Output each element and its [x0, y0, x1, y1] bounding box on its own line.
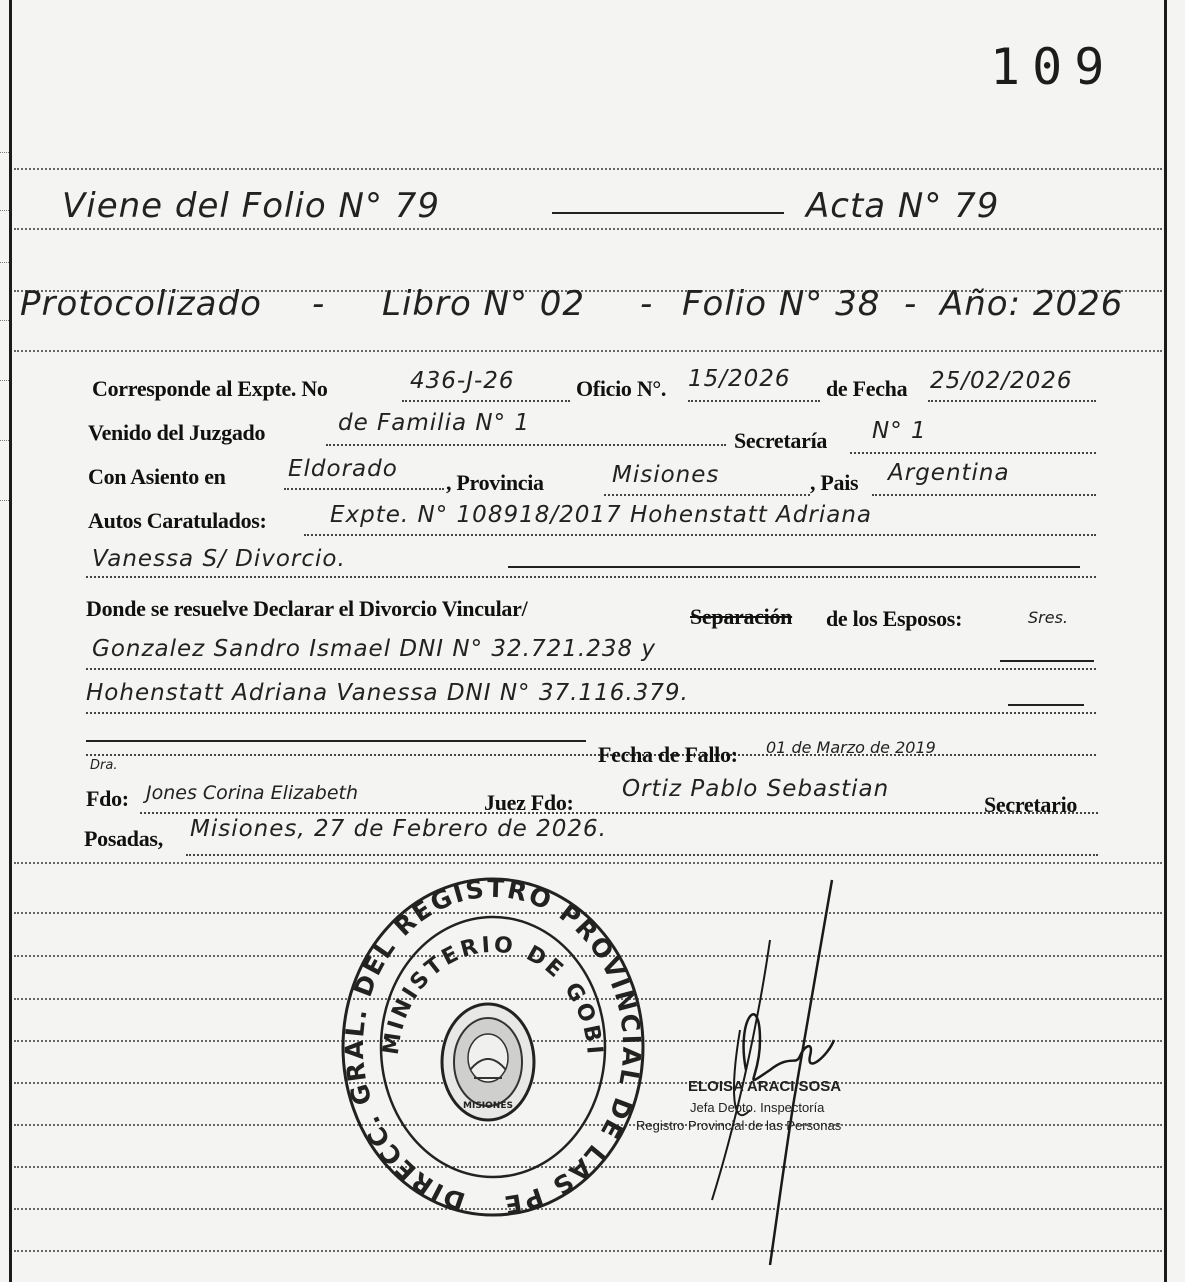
juzgado-label: Venido del Juzgado	[88, 420, 266, 445]
field-line	[86, 576, 1096, 578]
resuelve-label-2: de los Esposos:	[826, 606, 963, 631]
official-stamp	[338, 872, 648, 1218]
margin-tick	[0, 440, 9, 441]
fecha-label: de Fecha	[826, 376, 908, 401]
ruled-line	[14, 1250, 1162, 1252]
field-line	[850, 452, 1096, 454]
filler-dash-text: -	[640, 284, 654, 324]
field-line	[326, 444, 726, 446]
handwritten-signature-icon	[620, 870, 950, 1270]
ruled-line	[14, 862, 1162, 864]
filler-dash-text: -	[312, 284, 326, 324]
juzgado-value: de Familia N° 1	[338, 410, 531, 436]
margin-tick	[0, 500, 9, 501]
anio: Año: 2026	[940, 284, 1124, 324]
esposo-2: Hohenstatt Adriana Vanessa DNI N° 37.116.379.	[86, 680, 689, 706]
secretaria-value: N° 1	[872, 418, 927, 444]
secretario-label: Secretario	[984, 792, 1078, 817]
field-line	[86, 754, 1096, 756]
margin-tick	[0, 210, 9, 211]
autos-value-1: Expte. N° 108918/2017 Hohenstatt Adriana	[330, 502, 873, 528]
field-line	[86, 668, 1096, 670]
signatory-org: Registro Provincial de las Personas	[636, 1118, 842, 1133]
filler-dash-text: -	[904, 284, 918, 324]
margin-tick	[0, 320, 9, 321]
field-line	[186, 854, 1098, 856]
oficio-label: Oficio N°.	[576, 376, 667, 401]
field-line	[86, 712, 1096, 714]
field-line	[140, 812, 1098, 814]
lugar-value: Misiones, 27 de Febrero de 2026.	[190, 816, 607, 842]
stamp-outer-text: DIRECC. GRAL. DEL REGISTRO PROVINCIAL DE LAS PE	[339, 873, 647, 1218]
filler-dash	[508, 566, 1080, 568]
margin-tick	[0, 380, 9, 381]
filler-dash	[86, 740, 586, 742]
provincia-label: , Provincia	[446, 470, 544, 495]
stamp-seal-text: MISIONES	[463, 1101, 513, 1111]
field-line	[872, 494, 1096, 496]
stamp-seal-icon	[338, 872, 648, 1218]
margin-tick	[0, 262, 9, 263]
field-line	[604, 494, 810, 496]
lugar-label: Posadas,	[84, 826, 163, 851]
expte-value: 436-J-26	[410, 368, 515, 394]
signature-scribble	[620, 870, 950, 1270]
field-line	[304, 534, 1096, 536]
page-number: 109	[990, 38, 1117, 96]
asiento-label: Con Asiento en	[88, 464, 226, 489]
fallo-label: Fecha de Fallo:	[598, 742, 738, 767]
ruled-line	[14, 168, 1162, 170]
field-line	[928, 400, 1096, 402]
corresponde-label: Corresponde al Expte. No	[92, 376, 328, 401]
libro-number: Libro N° 02	[382, 284, 586, 324]
acta-number: Acta N° 79	[806, 186, 1000, 226]
protocolizado: Protocolizado	[20, 284, 262, 324]
signatory-title: Jefa Depto. Inspectoría	[690, 1100, 825, 1115]
ruled-line	[14, 350, 1162, 352]
field-line	[284, 488, 444, 490]
field-line	[402, 400, 570, 402]
resuelve-struck: Separación	[690, 604, 793, 629]
secretaria-label: Secretaría	[734, 428, 828, 453]
filler-dash	[1000, 660, 1094, 662]
pais-value: Argentina	[888, 460, 1010, 486]
juez-label: Juez Fdo:	[484, 790, 574, 815]
resuelve-label: Donde se resuelve Declarar el Divorcio Vincular/	[86, 596, 528, 621]
right-border-line	[1164, 0, 1167, 1282]
provincia-value: Misiones	[612, 462, 720, 488]
field-line	[688, 400, 820, 402]
esposo-1: Gonzalez Sandro Ismael DNI N° 32.721.238 y	[92, 636, 657, 662]
fdo-label: Fdo:	[86, 786, 129, 811]
ruled-line	[14, 228, 1162, 230]
left-border-line	[9, 0, 12, 1282]
dra-label: Dra.	[90, 758, 118, 773]
folio-number: Folio N° 38	[682, 284, 881, 324]
oficio-value: 15/2026	[688, 366, 791, 392]
viene-del-folio: Viene del Folio N° 79	[62, 186, 441, 226]
esposos-prefix: Sres.	[1028, 608, 1068, 627]
secretario-value: Ortiz Pablo Sebastian	[622, 776, 890, 802]
asiento-value: Eldorado	[288, 456, 398, 482]
juez-value: Jones Corina Elizabeth	[146, 782, 359, 804]
filler-dash	[552, 212, 784, 214]
autos-value-2: Vanessa S/ Divorcio.	[92, 546, 346, 572]
fecha-value: 25/02/2026	[930, 368, 1073, 394]
fallo-value: 01 de Marzo de 2019	[766, 738, 936, 757]
autos-label: Autos Caratulados:	[88, 508, 267, 533]
stamp-inner-text: MINISTERIO DE GOBI	[378, 932, 607, 1058]
pais-label: , Pais	[810, 470, 859, 495]
signatory-name: ELOISA ARACI SOSA	[688, 1078, 842, 1095]
filler-dash	[1008, 704, 1084, 706]
margin-tick	[0, 152, 9, 153]
